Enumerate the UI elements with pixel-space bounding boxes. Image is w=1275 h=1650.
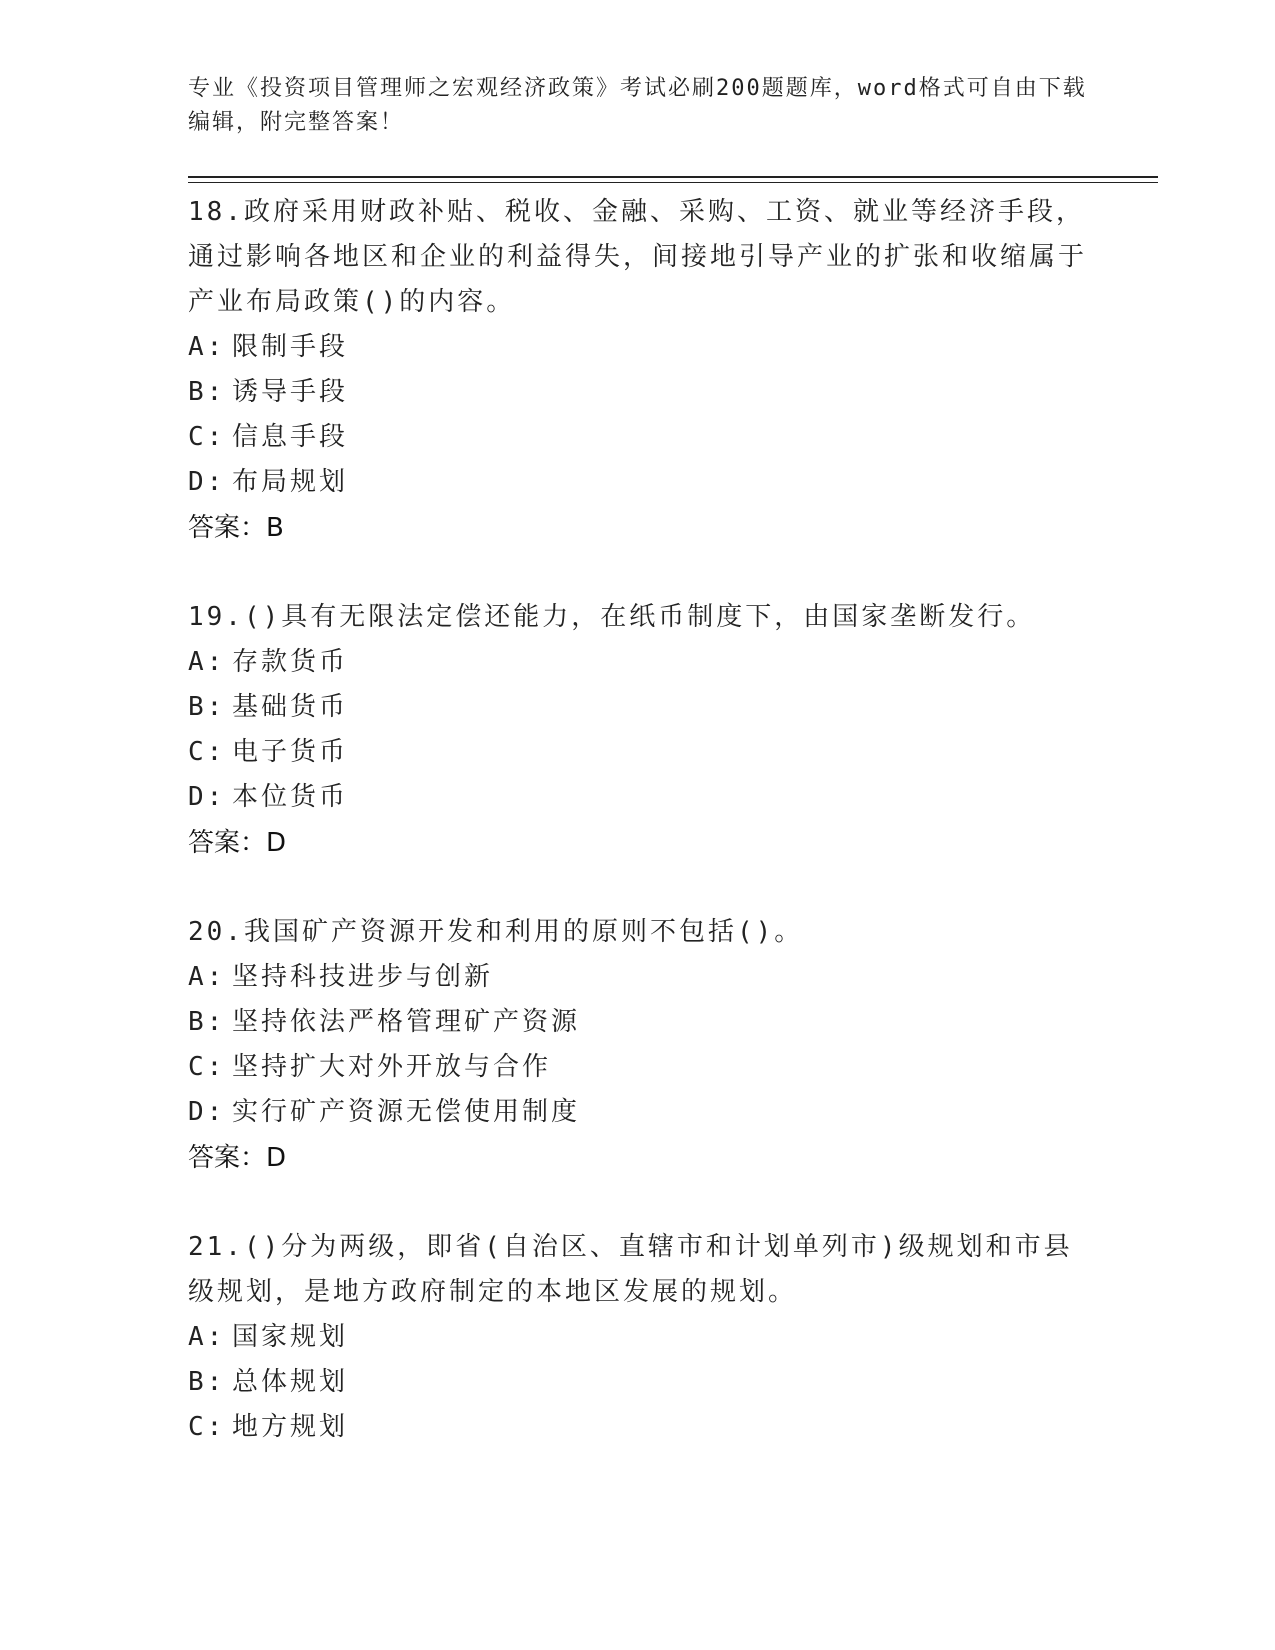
option-letter: B: <box>188 1367 226 1397</box>
question-21 <box>188 1225 1088 1450</box>
option-b <box>188 1000 1088 1045</box>
option-letter: B: <box>188 377 226 407</box>
option-text: 实行矿产资源无偿使用制度 <box>232 1097 581 1127</box>
option-letter: D: <box>188 1097 226 1127</box>
option-text: 本位货币 <box>232 782 349 812</box>
header-divider-thick <box>188 176 1158 178</box>
option-b <box>188 1360 1088 1405</box>
option-d <box>188 460 1088 505</box>
option-text: 坚持科技进步与创新 <box>232 962 494 992</box>
option-letter: C: <box>188 1052 226 1082</box>
option-letter: D: <box>188 782 226 812</box>
option-letter: B: <box>188 692 226 722</box>
question-19 <box>188 595 1088 866</box>
question-text: 19.()具有无限法定偿还能力，在纸币制度下，由国家垄断发行。 <box>188 602 1036 632</box>
option-text: 总体规划 <box>232 1367 349 1397</box>
question-text: 18.政府采用财政补贴、税收、金融、采购、工资、就业等经济手段，通过影响各地区和企业的利益得失，间接地引导产业的扩张和收缩属于产业布局政策()的内容。 <box>188 197 1088 317</box>
option-d <box>188 1090 1088 1135</box>
option-letter: B: <box>188 1007 226 1037</box>
option-a <box>188 955 1088 1000</box>
option-c <box>188 415 1088 460</box>
answer-label: 答案：B <box>188 513 284 543</box>
option-letter: C: <box>188 422 226 452</box>
question-text: 21.()分为两级，即省(自治区、直辖市和计划单列市)级规划和市县级规划，是地方政府制定的本地区发展的规划。 <box>188 1232 1073 1307</box>
option-c <box>188 1405 1088 1450</box>
option-letter: A: <box>188 332 226 362</box>
question-18 <box>188 190 1088 551</box>
document-header: 专业《投资项目管理师之宏观经济政策》考试必刷200题题库，word格式可自由下载编辑，附完整答案！ <box>188 76 1087 135</box>
option-b <box>188 685 1088 730</box>
option-c <box>188 730 1088 775</box>
option-a <box>188 1315 1088 1360</box>
option-b <box>188 370 1088 415</box>
option-text: 国家规划 <box>232 1322 349 1352</box>
option-c <box>188 1045 1088 1090</box>
option-text: 诱导手段 <box>232 377 349 407</box>
option-letter: A: <box>188 1322 226 1352</box>
header-divider-thin <box>188 182 1158 183</box>
answer-label: 答案：D <box>188 1143 287 1173</box>
option-letter: A: <box>188 962 226 992</box>
option-text: 布局规划 <box>232 467 349 497</box>
option-a <box>188 640 1088 685</box>
option-letter: C: <box>188 737 226 767</box>
option-d <box>188 775 1088 820</box>
question-text: 20.我国矿产资源开发和利用的原则不包括()。 <box>188 917 804 947</box>
option-text: 信息手段 <box>232 422 349 452</box>
option-a <box>188 325 1088 370</box>
option-text: 限制手段 <box>232 332 349 362</box>
option-text: 存款货币 <box>232 647 349 677</box>
option-text: 坚持依法严格管理矿产资源 <box>232 1007 581 1037</box>
option-text: 基础货币 <box>232 692 349 722</box>
option-letter: A: <box>188 647 226 677</box>
question-20 <box>188 910 1088 1181</box>
option-text: 地方规划 <box>232 1412 349 1442</box>
option-text: 电子货币 <box>232 737 349 767</box>
question-list <box>188 190 1088 1494</box>
option-letter: D: <box>188 467 226 497</box>
answer-label: 答案：D <box>188 828 287 858</box>
option-letter: C: <box>188 1412 226 1442</box>
option-text: 坚持扩大对外开放与合作 <box>232 1052 552 1082</box>
